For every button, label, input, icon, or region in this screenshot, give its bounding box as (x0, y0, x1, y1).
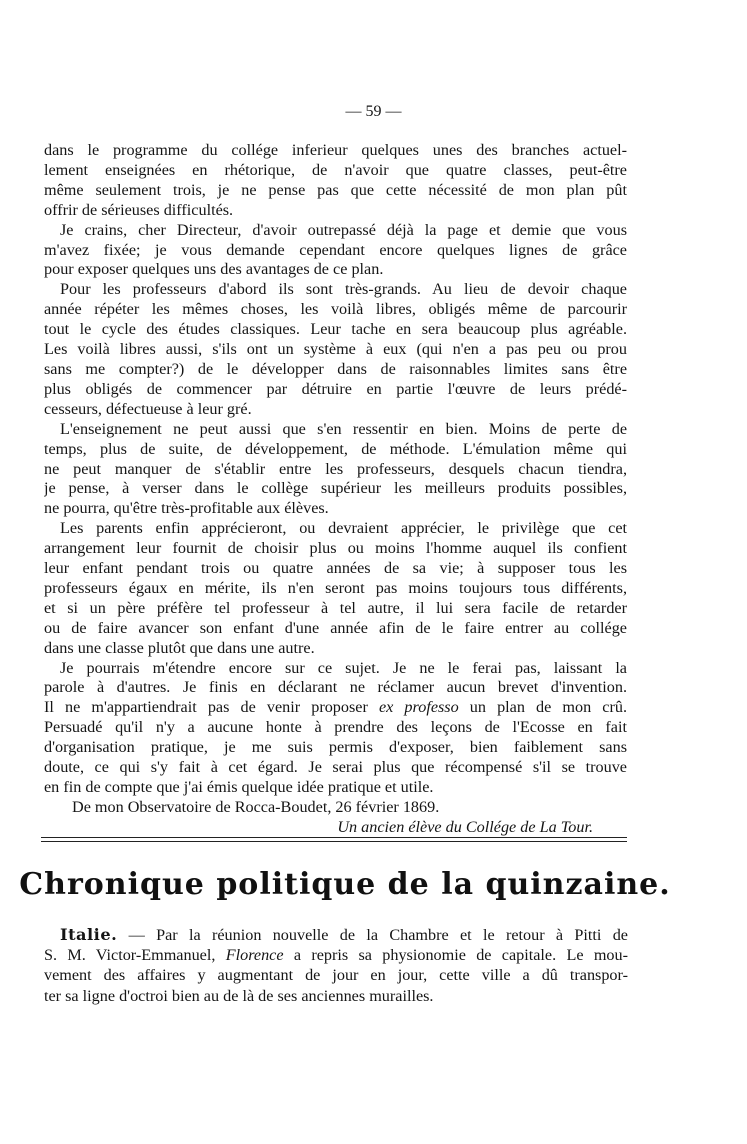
text-line: ou de faire avancer son enfant d'une année afin de le faire entrer au collége (44, 618, 627, 637)
text-line: je pense, à verser dans le collège supérieur les meilleurs produits possibles, (44, 479, 627, 498)
text-line: sans me compter?) de le développer dans de raisonnables limites sans être (44, 359, 627, 378)
page-number: — 59 — (345, 103, 402, 120)
text-line: offrir de sérieuses difficultés. (44, 200, 234, 219)
text-line: dans le programme du collége inferieur quelques unes des branches actuel- (44, 141, 627, 159)
text-line: Persuadé qu'il n'y a aucune honte à prendre des leçons de l'Ecosse en fait (44, 718, 627, 737)
section-heading: Chronique politique de la quinzaine. (19, 867, 671, 902)
text-line (44, 925, 628, 945)
text-line: même seulement trois, je ne pense pas que cette nécessité de mon plan pût (44, 180, 627, 199)
text-segment: un plan de mon crû. (458, 698, 627, 717)
text-line: parole à d'autres. Je finis en déclarant ne réclamer aucun brevet d'invention. (44, 678, 627, 697)
chronicle-body (44, 925, 628, 1006)
text-line: leur enfant pendant trois ou quatre années de sa vie; à supposer tous les (44, 559, 627, 578)
text-line: lement enseignées en rhétorique, de n'avoir que quatre classes, peut-être (44, 160, 627, 179)
text-line: cesseurs, défectueuse à leur gré. (44, 399, 252, 418)
text-line: Les voilà libres aussi, s'ils ont un système à eux (qui n'en a pas peu ou prou (44, 340, 627, 359)
text-line-with-italic (44, 698, 627, 718)
letter-body (44, 141, 627, 838)
text-line: dans une classe plutôt que dans une autre. (44, 638, 315, 657)
text-line: L'enseignement ne peut aussi que s'en ressentir en bien. Moins de perte de (60, 419, 627, 438)
text-line: et si un père préfère tel professeur à tel autre, il lui sera facile de retarder (44, 598, 627, 617)
text-segment: — Par la réunion nouvelle de la Chambre et le retour à Pitti de (117, 926, 628, 944)
dateline: De mon Observatoire de Rocca-Boudet, 26 février 1869. (72, 797, 440, 816)
text-line: Je crains, cher Directeur, d'avoir outrepassé déjà la page et demie que vous (60, 220, 627, 239)
text-segment: S. M. Victor-Emmanuel, (44, 946, 226, 965)
text-line: tout le cycle des études classiques. Leur tache en sera beaucoup plus agréable. (44, 320, 627, 339)
divider-rule (41, 841, 627, 842)
section-lead: Italie. (60, 925, 118, 944)
text-line-with-italic (44, 945, 628, 965)
signature: Un ancien élève du Collége de La Tour. (337, 817, 593, 836)
text-line: temps, plus de suite, de développement, de méthode. L'émulation même qui (44, 439, 627, 458)
text-line: vement des affaires y augmentant de jour en jour, cette ville a dû transpor- (44, 966, 628, 985)
italic-phrase: ex professo (378, 698, 459, 717)
text-line: doute, ce qui s'y fait à cet égard. Je serai plus que récompensé s'il se trouve (44, 758, 627, 777)
text-line: ne pourra, qu'être très-profitable aux élèves. (44, 499, 329, 518)
text-line: ter sa ligne d'octroi bien au de là de ses anciennes murailles. (44, 986, 434, 1005)
text-segment: Il ne m'appartiendrait pas de venir proposer (44, 698, 379, 717)
divider-rule (41, 837, 627, 838)
text-segment: a repris sa physionomie de capitale. Le mou- (283, 946, 628, 965)
text-line: professeurs égaux en mérite, ils n'en seront pas moins toujours tous différents, (44, 578, 627, 597)
text-line: arrangement leur fournit de choisir plus ou moins l'homme auquel ils confient (44, 539, 627, 558)
italic-phrase: Florence (225, 946, 284, 965)
text-line: ne peut manquer de s'établir entre les professeurs, desquels chacun tiendra, (44, 459, 627, 478)
text-line: en fin de compte que j'ai émis quelque idée pratique et utile. (44, 778, 434, 796)
text-line: Les parents enfin apprécieront, ou devraient apprécier, le privilège que cet (60, 519, 627, 538)
text-line: d'organisation pratique, je me suis permis d'exposer, bien faiblement sans (44, 738, 627, 757)
text-line: m'avez fixée; je vous demande cependant encore quelques lignes de grâce (44, 240, 627, 259)
text-line: année répéter les mêmes choses, les voilà libres, obligés même de parcourir (44, 300, 627, 319)
text-line: Pour les professeurs d'abord ils sont très-grands. Au lieu de devoir chaque (60, 280, 627, 299)
text-line: plus obligés de commencer par détruire en partie l'œuvre de leurs prédé- (44, 379, 627, 398)
text-line: pour exposer quelques uns des avantages de ce plan. (44, 260, 384, 279)
text-line: Je pourrais m'étendre encore sur ce sujet. Je ne le ferai pas, laissant la (60, 658, 627, 677)
